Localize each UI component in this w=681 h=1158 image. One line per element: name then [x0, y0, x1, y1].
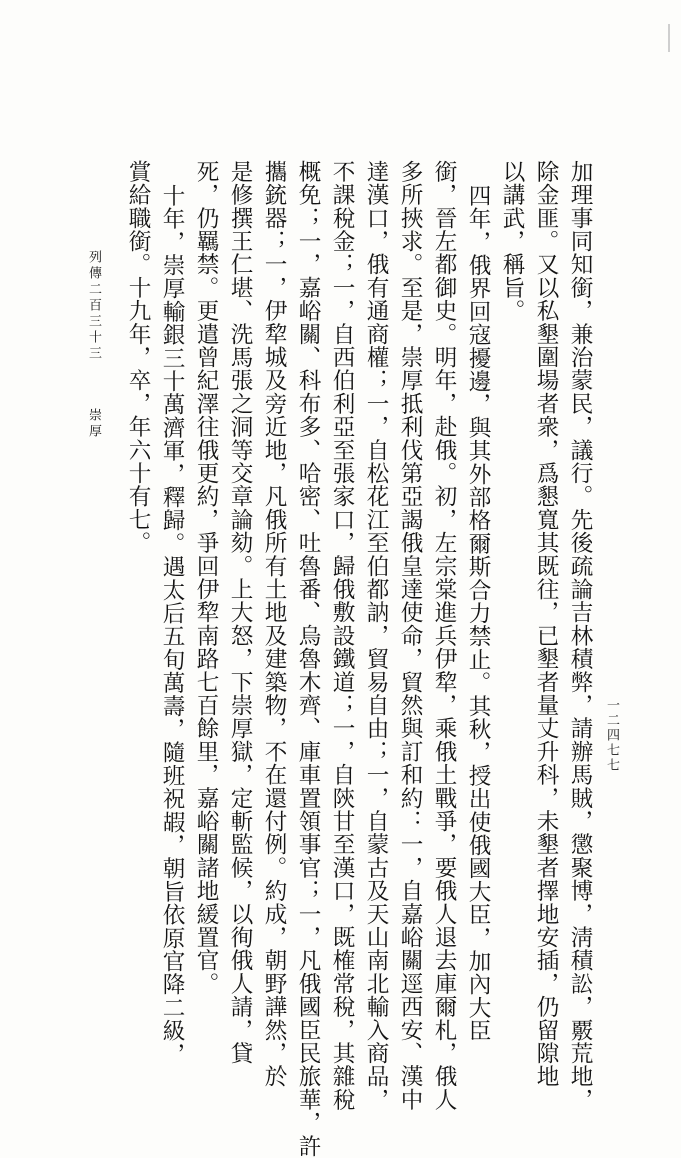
running-title: 列傳二百三十三 [86, 250, 101, 362]
text-column-8: 不課稅金；一，自西伯利亞至張家口，歸俄敷設鐵道；一，自陝甘至漢口，既榷常稅，其雜稅 [329, 160, 355, 1112]
text-column-1: 加理事同知銜，兼治蒙民，議行。先後疏論吉林積弊，請辦馬賊，懲聚博，淸積訟，覈荒地， [567, 160, 593, 1112]
text-column-10: 攜銃器；一，伊犂城及旁近地，凡俄所有土地及建築物，不在還付例。約成，朝野譁然，於 [261, 160, 287, 1088]
page-number: 一二四七七 [604, 698, 619, 773]
scan-edge-mark [668, 24, 670, 52]
text-column-5: 銜，晉左都御史。明年，赴俄。初，左宗棠進兵伊犂，乘俄土戰爭，要俄人退去庫爾札，俄人 [431, 160, 457, 1112]
text-column-12: 死，仍羈禁。更遣曾紀澤往俄更約，爭回伊犂南路七百餘里，嘉峪關諸地緩置官。 [193, 160, 219, 996]
text-column-7: 達漢口，俄有通商權；一，自松花江至伯都訥，貿易自由；一，自蒙古及天山南北輸入商品， [363, 160, 389, 1112]
text-column-13: 十年，崇厚輸銀三十萬濟軍，釋歸。遇太后五旬萬壽，隨班祝嘏，朝旨依原官降二級， [159, 184, 185, 1066]
text-column-2: 除金匪。又以私墾圍場者衆，爲懇寬其既往，已墾者量丈升科，未墾者擇地安插，仍留隙地 [533, 160, 559, 1088]
text-column-14: 賞給職銜。十九年，卒，年六十有七。 [125, 160, 151, 555]
text-column-6: 多所挾求。至是，崇厚抵利伐第亞謁俄皇達使命，貿然與訂和約：一，自嘉峪關逕西安、漢中 [397, 160, 423, 1112]
running-head [86, 250, 100, 440]
running-head-gap [86, 362, 100, 408]
running-subject: 崇厚 [86, 408, 101, 440]
text-column-3: 以講武，稱旨。 [499, 160, 525, 323]
text-column-11: 是修撰王仁堪、洗馬張之洞等交章論劾。上大怒，下崇厚獄，定斬監候，以徇俄人請，貸 [227, 160, 253, 1065]
text-column-4: 四年，俄界回寇擾邊，與其外部格爾斯合力禁止。其秋，授出使俄國大臣，加內大臣 [465, 184, 491, 1043]
text-column-9: 概免；一，嘉峪關、科布多、哈密、吐魯番、烏魯木齊、庫車置領事官；一，凡俄國臣民旅華，許 [295, 160, 321, 1158]
